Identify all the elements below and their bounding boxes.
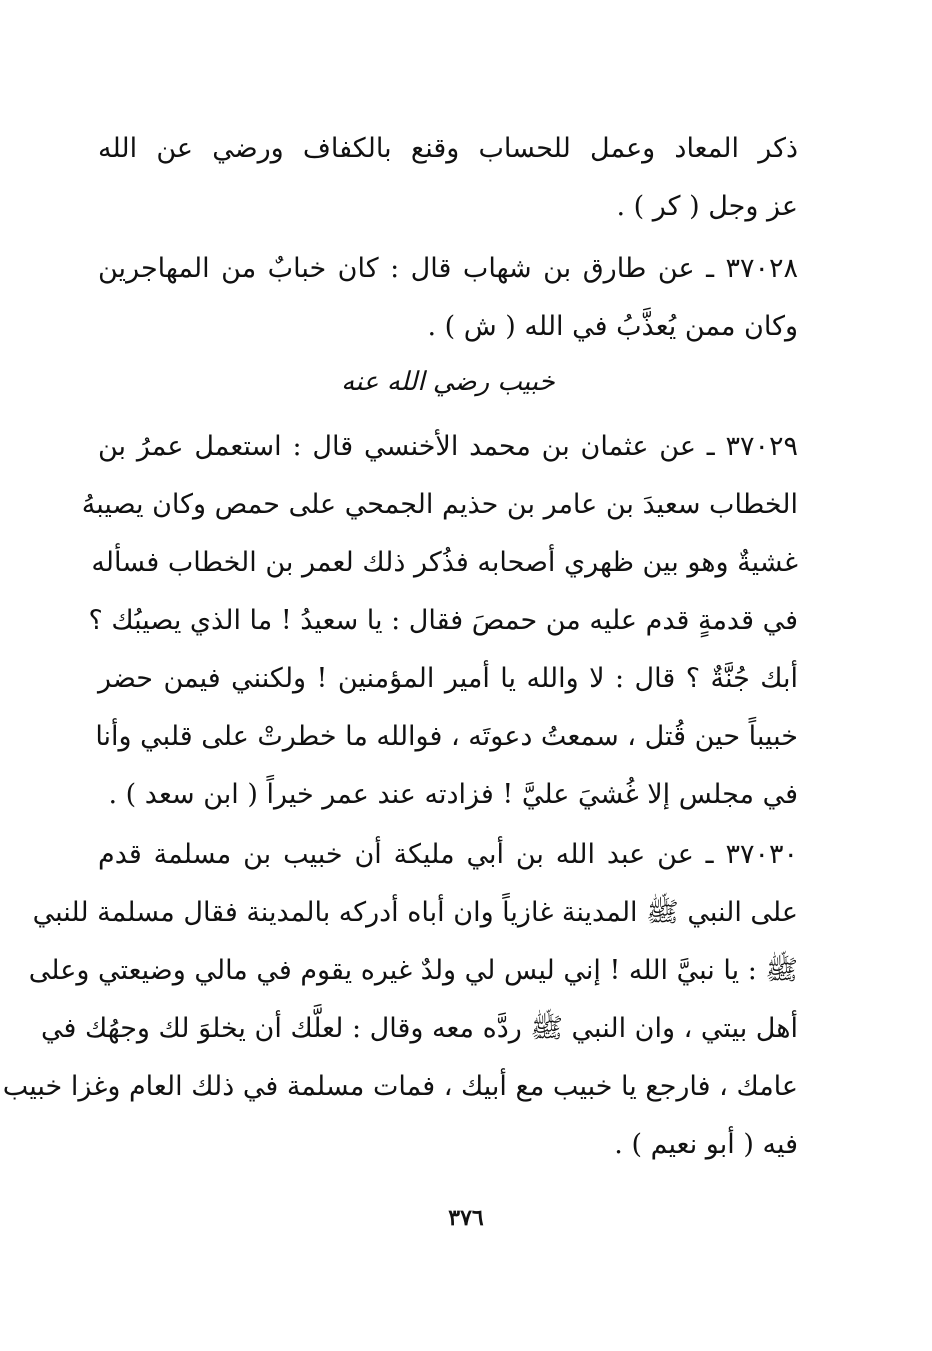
text-line: أهل بيتي ، وان النبي ﷺ ردَّه معه وقال : لعلَّك أن يخلوَ لك وجهُك في xyxy=(41,1013,798,1044)
hadith-37028 xyxy=(98,240,798,356)
page-number: ٣٧٦ xyxy=(448,1205,484,1231)
text-line: وكان ممن يُعذَّبُ في الله ( ش ) . xyxy=(427,311,798,342)
text-line: ٣٧٠٢٨ ـ عن طارق بن شهاب قال : كان خبابٌ من المهاجرين xyxy=(98,253,798,284)
text-line: فيه ( أبو نعيم ) . xyxy=(614,1129,798,1160)
text-line: ٣٧٠٣٠ ـ عن عبد الله بن أبي مليكة أن خبيب بن مسلمة قدم xyxy=(98,839,798,870)
text-line: ﷺ : يا نبيَّ الله ! إني ليس لي ولدٌ غيره يقوم في مالي وضيعتي وعلى xyxy=(28,955,798,986)
text-line: ٣٧٠٢٩ ـ عن عثمان بن محمد الأخنسي قال : استعمل عمرُ بن xyxy=(98,431,799,462)
text-line: ذكر المعاد وعمل للحساب وقنع بالكفاف ورضي عن الله xyxy=(98,133,798,164)
hadith-37030 xyxy=(2,826,798,1174)
text-line: في قدمةٍ قدم عليه من حمصَ فقال : يا سعيدُ ! ما الذي يصيبُك ؟ xyxy=(88,605,798,636)
section-heading: خبيب رضي الله عنه xyxy=(341,367,555,397)
paragraph-continuation xyxy=(98,120,798,236)
text-line: عز وجل ( كر ) . xyxy=(616,191,798,222)
text-line: على النبي ﷺ المدينة غازياً وان أباه أدركه بالمدينة فقال مسلمة للنبي xyxy=(32,897,798,928)
text-line: خبيباً حين قُتل ، سمعتُ دعوتَه ، فوالله ما خطرتْ على قلبي وأنا xyxy=(95,721,798,752)
hadith-37029 xyxy=(81,418,799,824)
text-line: أبك جُنَّةٌ ؟ قال : لا والله يا أمير المؤمنين ! ولكنني فيمن حضر xyxy=(98,663,798,694)
text-line: في مجلس إلا غُشيَ عليَّ ! فزادته عند عمر خيراً ( ابن سعد ) . xyxy=(108,779,798,810)
text-line: غشيةٌ وهو بين ظهري أصحابه فذُكر ذلك لعمر بن الخطاب فسأله xyxy=(91,547,798,578)
text-line: الخطاب سعيدَ بن عامر بن حذيم الجمحي على حمص وكان يصيبهُ xyxy=(81,489,798,520)
text-line: عامك ، فارجع يا خبيب مع أبيك ، فمات مسلمة في ذلك العام وغزا خبيب xyxy=(2,1071,798,1102)
